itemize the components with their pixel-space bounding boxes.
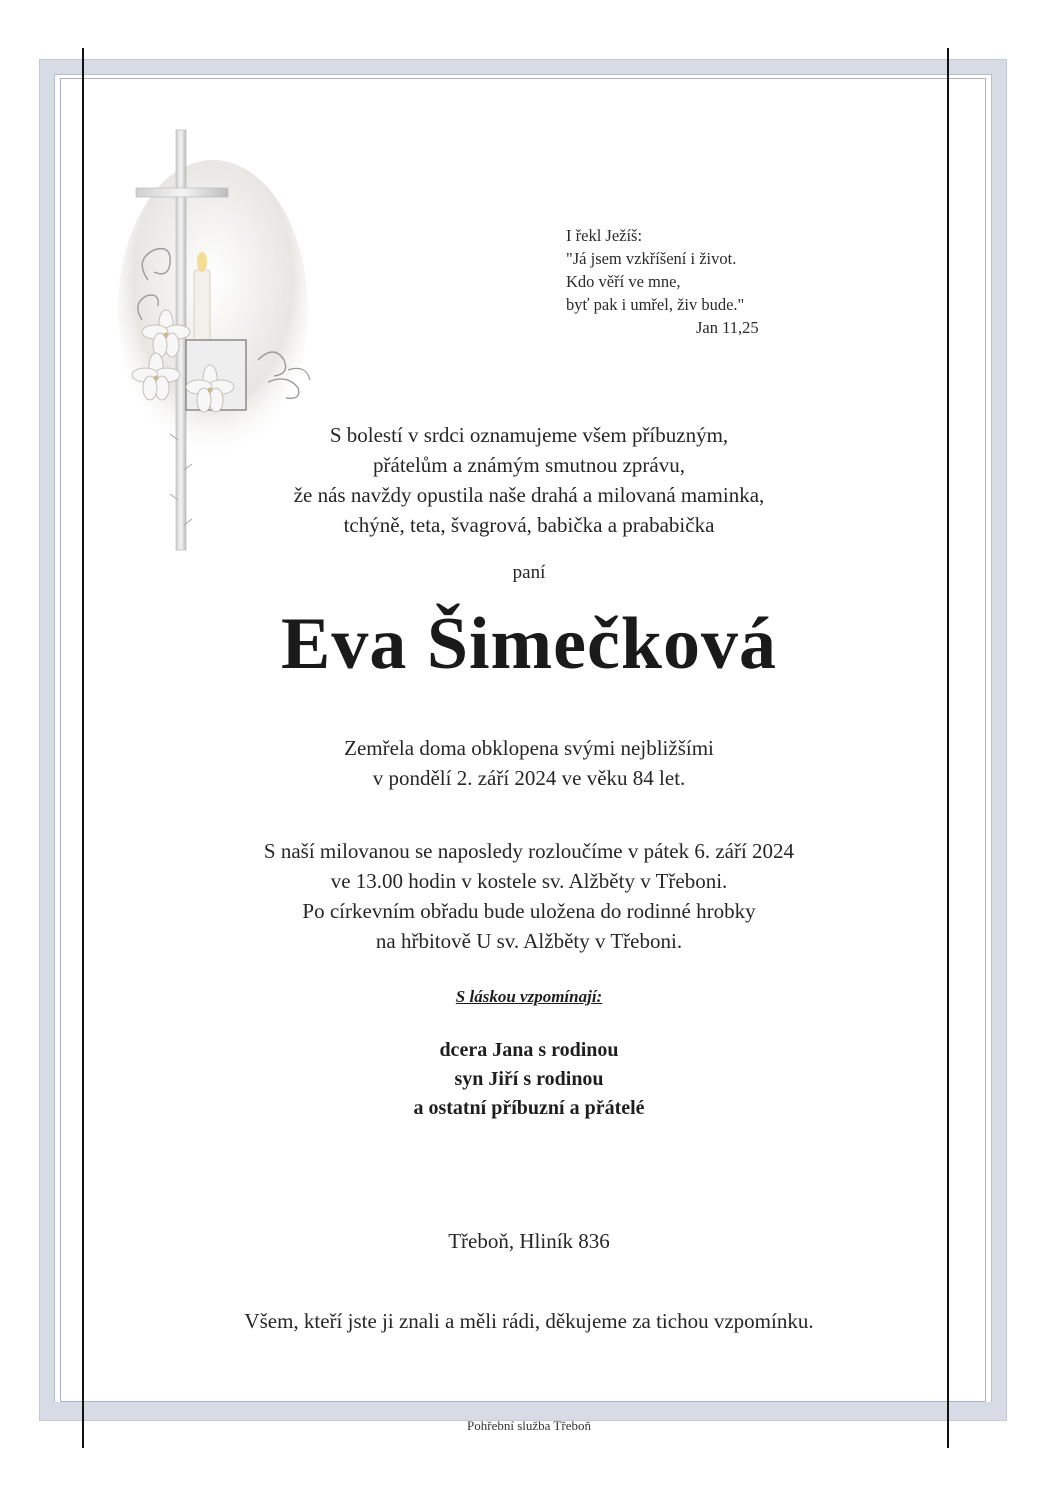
funeral-details: [0, 836, 1058, 956]
footer-band: [40, 1402, 1006, 1418]
bible-quote: [566, 224, 816, 339]
mourners-list: [0, 1036, 1058, 1123]
quote-line: "Já jsem vzkříšení i život.: [566, 249, 737, 268]
death-notice-line: v pondělí 2. září 2024 ve věku 84 let.: [372, 766, 686, 790]
announcement-line: přátelům a známým smutnou zprávu,: [373, 453, 685, 477]
place-address: Třeboň, Hliník 836: [448, 1229, 610, 1253]
funeral-line: ve 13.00 hodin v kostele sv. Alžběty v Třeboni.: [330, 869, 728, 893]
mourner-item: dcera Jana s rodinou: [439, 1039, 619, 1061]
quote-line: I řekl Ježíš:: [566, 226, 643, 245]
death-notice-line: Zemřela doma obklopena svými nejbližšími: [344, 736, 714, 760]
deceased-name: Eva Šimečková: [280, 603, 778, 685]
quote-line: byť pak i umřel, živ bude.": [566, 295, 745, 314]
announcement-line: tchýně, teta, švagrová, babička a prababička: [343, 513, 715, 537]
funeral-line: na hřbitově U sv. Alžběty v Třeboni.: [375, 929, 683, 953]
death-notice: [0, 733, 1058, 793]
funeral-service-name: Pohřební služba Třeboň: [467, 1418, 591, 1433]
remember-heading: S láskou vzpomínají:: [455, 987, 603, 1006]
mourner-item: a ostatní příbuzní a přátelé: [413, 1097, 645, 1119]
announcement-text: [0, 420, 1058, 540]
quote-line: Kdo věří ve mne,: [566, 272, 681, 291]
announcement-line: S bolestí v srdci oznamujeme všem příbuzným,: [329, 423, 729, 447]
honorific: paní: [512, 562, 546, 583]
thanks-line: Všem, kteří jste ji znali a měli rádi, děkujeme za tichou vzpomínku.: [244, 1309, 814, 1333]
mourner-item: syn Jiří s rodinou: [454, 1068, 604, 1090]
quote-reference: Jan 11,25: [696, 318, 759, 337]
announcement-line: že nás navždy opustila naše drahá a milovaná maminka,: [293, 483, 765, 507]
funeral-line: S naší milovanou se naposledy rozloučíme v pátek 6. září 2024: [263, 839, 795, 863]
funeral-line: Po církevním obřadu bude uložena do rodinné hrobky: [302, 899, 756, 923]
